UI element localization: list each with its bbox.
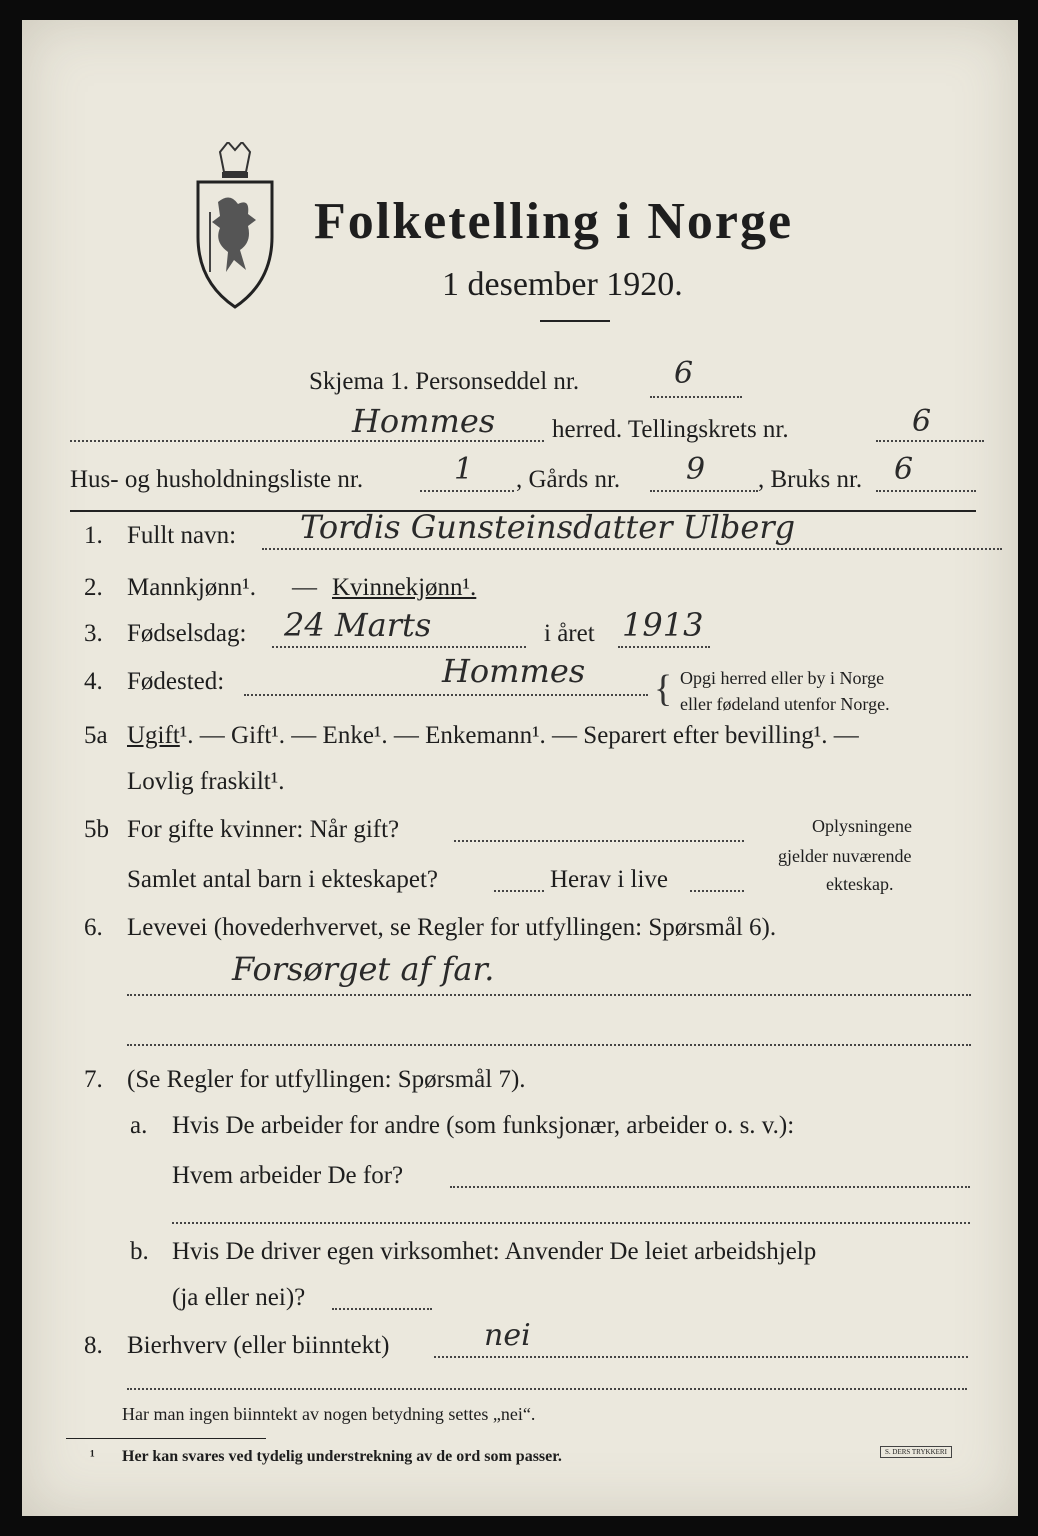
employer-field-2[interactable] (172, 1222, 970, 1224)
title-divider (540, 320, 610, 322)
husliste-field[interactable] (420, 490, 514, 492)
q7b-question: (ja eller nei)? (172, 1284, 306, 1311)
bruks-field[interactable] (876, 490, 976, 492)
full-name-value: Tordis Gunsteinsdatter Ulberg (300, 508, 796, 546)
q4-note-1: Opgi herred eller by i Norge (680, 668, 885, 688)
q5b-label-when: For gifte kvinner: Når gift? (127, 816, 400, 843)
q5b-note-1: Oplysningene (812, 816, 912, 836)
printer-stamp-text: S. DERS TRYKKERI (885, 1448, 947, 1456)
q7a-text: Hvis De arbeider for andre (som funksjonær, arbeider o. s. v.): (172, 1112, 795, 1139)
side-income-value: nei (484, 1318, 531, 1353)
q6-label: Levevei (hovederhvervet, se Regler for utfyllingen: Spørsmål 6). (127, 914, 777, 941)
children-total-field[interactable] (494, 890, 544, 892)
birthday-value: 24 Marts (284, 606, 432, 644)
hired-help-field[interactable] (332, 1308, 432, 1310)
gards-field[interactable] (650, 490, 758, 492)
gender-female[interactable]: Kvinnekjønn¹. (332, 574, 477, 601)
q4-label: Fødested: (127, 668, 225, 695)
q8-label: Bierhverv (eller biinntekt) (127, 1332, 390, 1359)
q5b-note-2: gjelder nuværende (778, 846, 912, 866)
footnote-text: Her kan svares ved tydelig understrekning av de ord som passer. (122, 1448, 562, 1465)
q8-number: 8. (84, 1332, 103, 1359)
q4-number: 4. (84, 668, 103, 695)
bruks-value: 6 (894, 452, 914, 487)
q4-note-2: eller fødeland utenfor Norge. (680, 694, 890, 714)
q5b-label-children: Samlet antal barn i ekteskapet? (127, 866, 438, 893)
gender-dash: — (292, 574, 317, 601)
status-ugift[interactable]: Ugift (127, 722, 180, 749)
q3-number: 3. (84, 620, 103, 647)
tellingskrets-value: 6 (912, 404, 932, 439)
q6-number: 6. (84, 914, 103, 941)
census-date: 1 desember 1920. (442, 266, 683, 303)
tellingskrets-field[interactable] (876, 440, 984, 442)
footnote-mark: ¹ (90, 1448, 95, 1465)
q7-number: 7. (84, 1066, 103, 1093)
husliste-label: Hus- og husholdningsliste nr. (70, 466, 364, 493)
full-name-field[interactable] (262, 548, 1002, 550)
census-form (22, 20, 1018, 1516)
herred-label: herred. Tellingskrets nr. (552, 416, 789, 443)
skjema-label: Skjema 1. Personseddel nr. (309, 368, 580, 395)
q7a-question: Hvem arbeider De for? (172, 1162, 404, 1189)
q5b-number: 5b (84, 816, 109, 843)
personseddel-field[interactable] (650, 396, 742, 398)
birthplace-field[interactable] (244, 694, 648, 696)
gender-male[interactable]: Mannkjønn¹. (127, 574, 257, 601)
footnote-divider (66, 1438, 266, 1439)
q1-number: 1. (84, 522, 103, 549)
gards-label: , Gårds nr. (516, 466, 621, 493)
q7-label: (Se Regler for utfyllingen: Spørsmål 7). (127, 1066, 526, 1093)
occupation-value: Forsørget af far. (232, 950, 495, 988)
birth-year-field[interactable] (618, 646, 710, 648)
q2-number: 2. (84, 574, 103, 601)
side-income-field-1[interactable] (434, 1356, 968, 1358)
occupation-field-2[interactable] (127, 1044, 971, 1046)
q7a-letter: a. (130, 1112, 148, 1139)
q5a-number: 5a (84, 722, 108, 749)
married-when-field[interactable] (454, 840, 744, 842)
herred-field[interactable] (70, 440, 544, 442)
q7b-text: Hvis De driver egen virksomhet: Anvender De leiet arbeidshjelp (172, 1238, 817, 1265)
q5b-label-alive: Herav i live (550, 866, 669, 893)
coat-of-arms-icon (190, 142, 280, 317)
personseddel-value: 6 (674, 356, 694, 391)
husliste-value: 1 (454, 452, 474, 487)
occupation-field-1[interactable] (127, 994, 971, 996)
bruks-label: , Bruks nr. (758, 466, 863, 493)
birthday-field[interactable] (272, 646, 526, 648)
q3-label: Fødselsdag: (127, 620, 247, 647)
q5b-note-3: ekteskap. (826, 874, 894, 894)
birthplace-value: Hommes (442, 652, 586, 690)
side-income-field-2[interactable] (127, 1388, 967, 1390)
herred-value: Hommes (352, 402, 496, 440)
q4-brace: { (654, 668, 673, 710)
year-label: i året (544, 620, 595, 647)
no-income-note: Har man ingen biinntekt av nogen betydning settes „nei“. (122, 1404, 536, 1424)
form-title: Folketelling i Norge (314, 193, 794, 250)
children-alive-field[interactable] (690, 890, 744, 892)
q1-label: Fullt navn: (127, 522, 237, 549)
employer-field-1[interactable] (450, 1186, 970, 1188)
birth-year-value: 1913 (622, 606, 704, 644)
printer-stamp (880, 1446, 952, 1458)
q5a-line (127, 722, 859, 750)
status-options[interactable]: ¹. — Gift¹. — Enke¹. — Enkemann¹. — Separert efter bevilling¹. — (179, 722, 859, 749)
q7b-letter: b. (130, 1238, 149, 1265)
gards-value: 9 (686, 452, 706, 487)
status-lovlig-fraskilt[interactable]: Lovlig fraskilt¹. (127, 768, 285, 795)
